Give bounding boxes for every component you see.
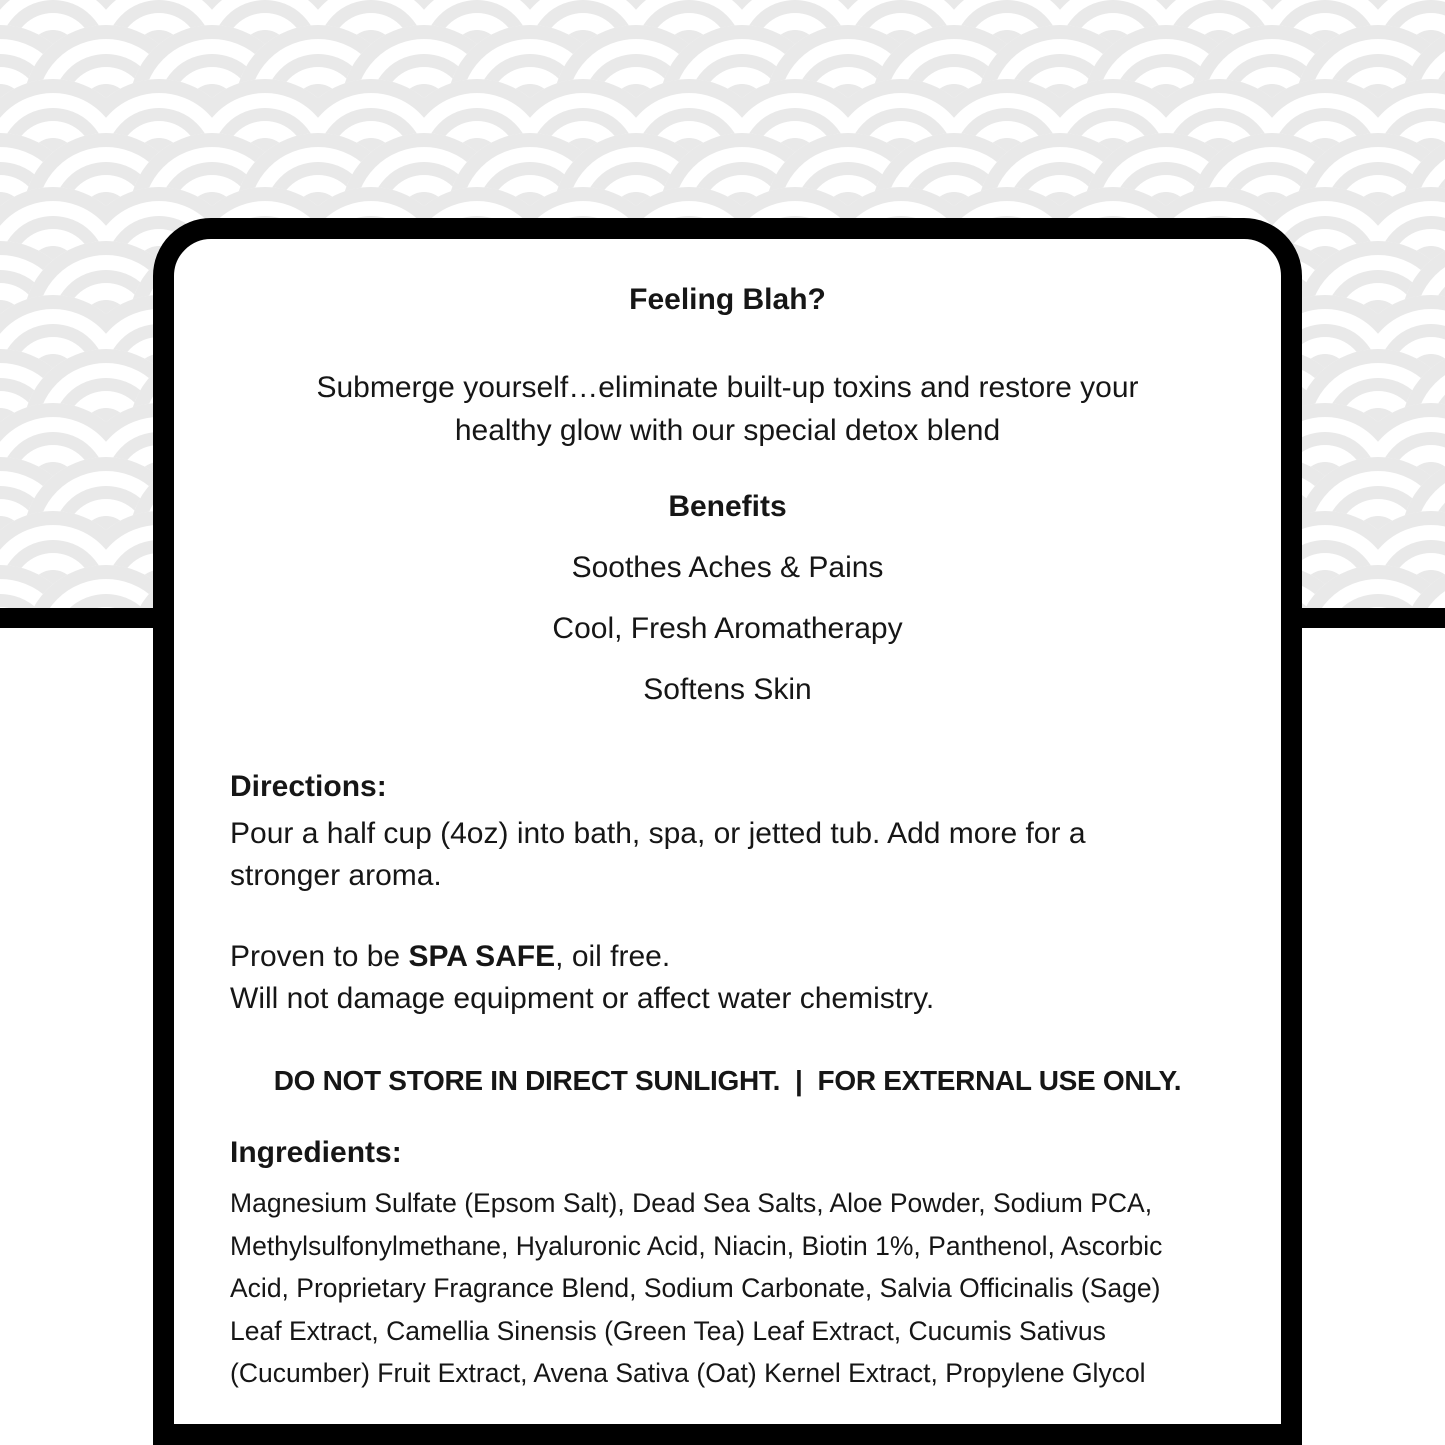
- directions-title: Directions:: [230, 770, 387, 803]
- spa-safe-line: [230, 936, 1241, 978]
- directions-line-1: Pour a half cup (4oz) into bath, spa, or jetted tub. Add more for a: [230, 817, 1086, 850]
- spa-safe-prefix: Proven to be: [230, 940, 409, 973]
- ingredients-line: Methylsulfonylmethane, Hyaluronic Acid, Niacin, Biotin 1%, Panthenol, Ascorbic: [230, 1230, 1163, 1261]
- headline: Feeling Blah?: [629, 283, 826, 316]
- ingredients-line: Leaf Extract, Camellia Sinensis (Green Tea) Leaf Extract, Cucumis Sativus: [230, 1315, 1106, 1346]
- intro-paragraph: [174, 366, 1281, 452]
- warning-text: DO NOT STORE IN DIRECT SUNLIGHT. | FOR EXTERNAL USE ONLY.: [273, 1065, 1182, 1096]
- benefit-item-aromatherapy: Cool, Fresh Aromatherapy: [552, 612, 903, 645]
- spa-safe-paragraph: [230, 936, 1241, 1020]
- intro-line-2: healthy glow with our special detox blend: [454, 414, 1001, 447]
- ingredients-paragraph: [230, 1182, 1241, 1395]
- directions-paragraph: [230, 813, 1241, 897]
- ingredients-line: (Cucumber) Fruit Extract, Avena Sativa (Oat) Kernel Extract, Propylene Glycol: [230, 1358, 1146, 1388]
- label-card: [153, 218, 1302, 1445]
- directions-line-2: stronger aroma.: [230, 859, 442, 892]
- spa-safe-bold: SPA SAFE: [408, 940, 556, 973]
- spa-safe-line-2: Will not damage equipment or affect water chemistry.: [230, 982, 935, 1015]
- ingredients-line: Magnesium Sulfate (Epsom Salt), Dead Sea Salts, Aloe Powder, Sodium PCA,: [230, 1188, 1153, 1218]
- spa-safe-suffix: , oil free.: [555, 940, 671, 973]
- benefit-item-soothes: Soothes Aches & Pains: [571, 551, 884, 584]
- benefits-title: Benefits: [668, 490, 787, 523]
- benefit-item-softens: Softens Skin: [643, 673, 812, 706]
- ingredients-line: Acid, Proprietary Fragrance Blend, Sodium Carbonate, Salvia Officinalis (Sage): [230, 1273, 1161, 1303]
- intro-line-1: Submerge yourself…eliminate built-up toxins and restore your: [316, 371, 1139, 404]
- ingredients-title: Ingredients:: [230, 1136, 402, 1169]
